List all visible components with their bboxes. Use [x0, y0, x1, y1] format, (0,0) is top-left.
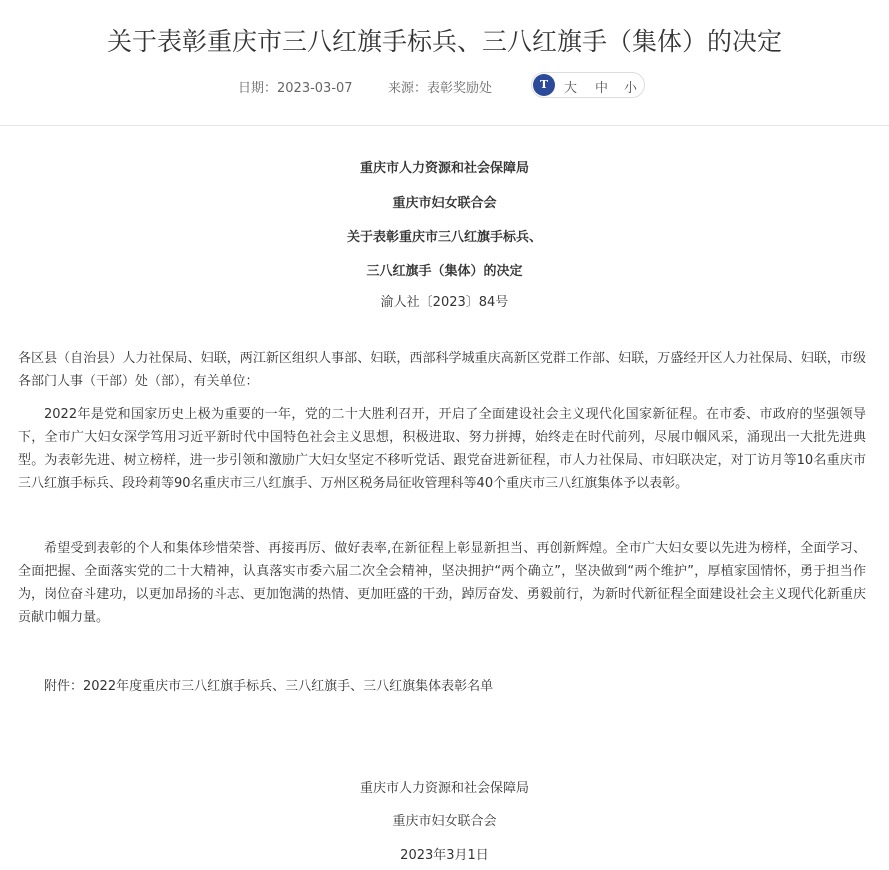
issuer-heading-2: 重庆市妇女联合会	[392, 196, 497, 211]
font-medium-button[interactable]: 中	[595, 81, 609, 96]
article-meta	[0, 72, 889, 98]
font-size-switcher	[531, 72, 645, 98]
issuer-heading-1: 重庆市人力资源和社会保障局	[359, 161, 529, 176]
salutation: 各区县（自治县）人力社保局、妇联，两江新区组织人事部、妇联，西部科学城重庆高新区党群工作部、妇联，万盛经开区人力社保局、妇联，市级各部门人事（干部）处（部），有关单位：	[18, 351, 866, 389]
signature-issuer-2: 重庆市妇女联合会	[392, 814, 497, 829]
font-size-icon: T	[533, 74, 555, 96]
body-paragraph-1: 2022年是党和国家历史上极为重要的一年，党的二十大胜利召开，开启了全面建设社会主义现代化国家新征程。在市委、市政府的坚强领导下，全市广大妇女深学笃用习近平新时代中国特色社会主义思想，积极进取、努力拼搏，始终走在时代前列，尽展巾帼风采，涌现出一大批先进典型。为表彰先进、树立榜样，进一步引领和激励广大妇女坚定不移听党话、跟党奋进新征程，市人力社保局、市妇联决定，对丁访月等10名重庆市三八红旗手标兵、段玲莉等90名重庆市三八红旗手、万州区税务局征收管理科等40个重庆市三八红旗集体予以表彰。	[18, 407, 866, 491]
attachment-link[interactable]: 附件：2022年度重庆市三八红旗手标兵、三八红旗手、三八红旗集体表彰名单	[44, 679, 494, 694]
document-title-line-1: 关于表彰重庆市三八红旗手标兵、	[346, 230, 542, 245]
document-number: 渝人社〔2023〕84号	[380, 295, 509, 310]
document-title-line-2: 三八红旗手（集体）的决定	[366, 264, 523, 279]
font-small-button[interactable]: 小	[624, 81, 638, 96]
page-title: 关于表彰重庆市三八红旗手标兵、三八红旗手（集体）的决定	[106, 27, 782, 56]
font-large-button[interactable]: 大	[564, 81, 578, 96]
publish-date: 日期：2023-03-07	[238, 81, 353, 96]
signature-date: 2023年3月1日	[400, 848, 489, 863]
body-paragraph-2: 希望受到表彰的个人和集体珍惜荣誉、再接再厉、做好表率,在新征程上彰显新担当、再创新辉煌。全市广大妇女要以先进为榜样，全面学习、全面把握、全面落实党的二十大精神，认真落实市委六届二次全会精神，坚决拥护“两个确立”，坚决做到“两个维护”，厚植家国情怀，勇于担当作为，岗位奋斗建功，以更加昂扬的斗志、更加饱满的热情、更加旺盛的干劲，踔厉奋发、勇毅前行，为新时代新征程全面建设社会主义现代化新重庆贡献巾帼力量。	[18, 541, 866, 625]
source-label: 来源：表彰奖励处	[388, 81, 493, 96]
signature-issuer-1: 重庆市人力资源和社会保障局	[359, 781, 529, 796]
header-divider	[0, 125, 889, 126]
